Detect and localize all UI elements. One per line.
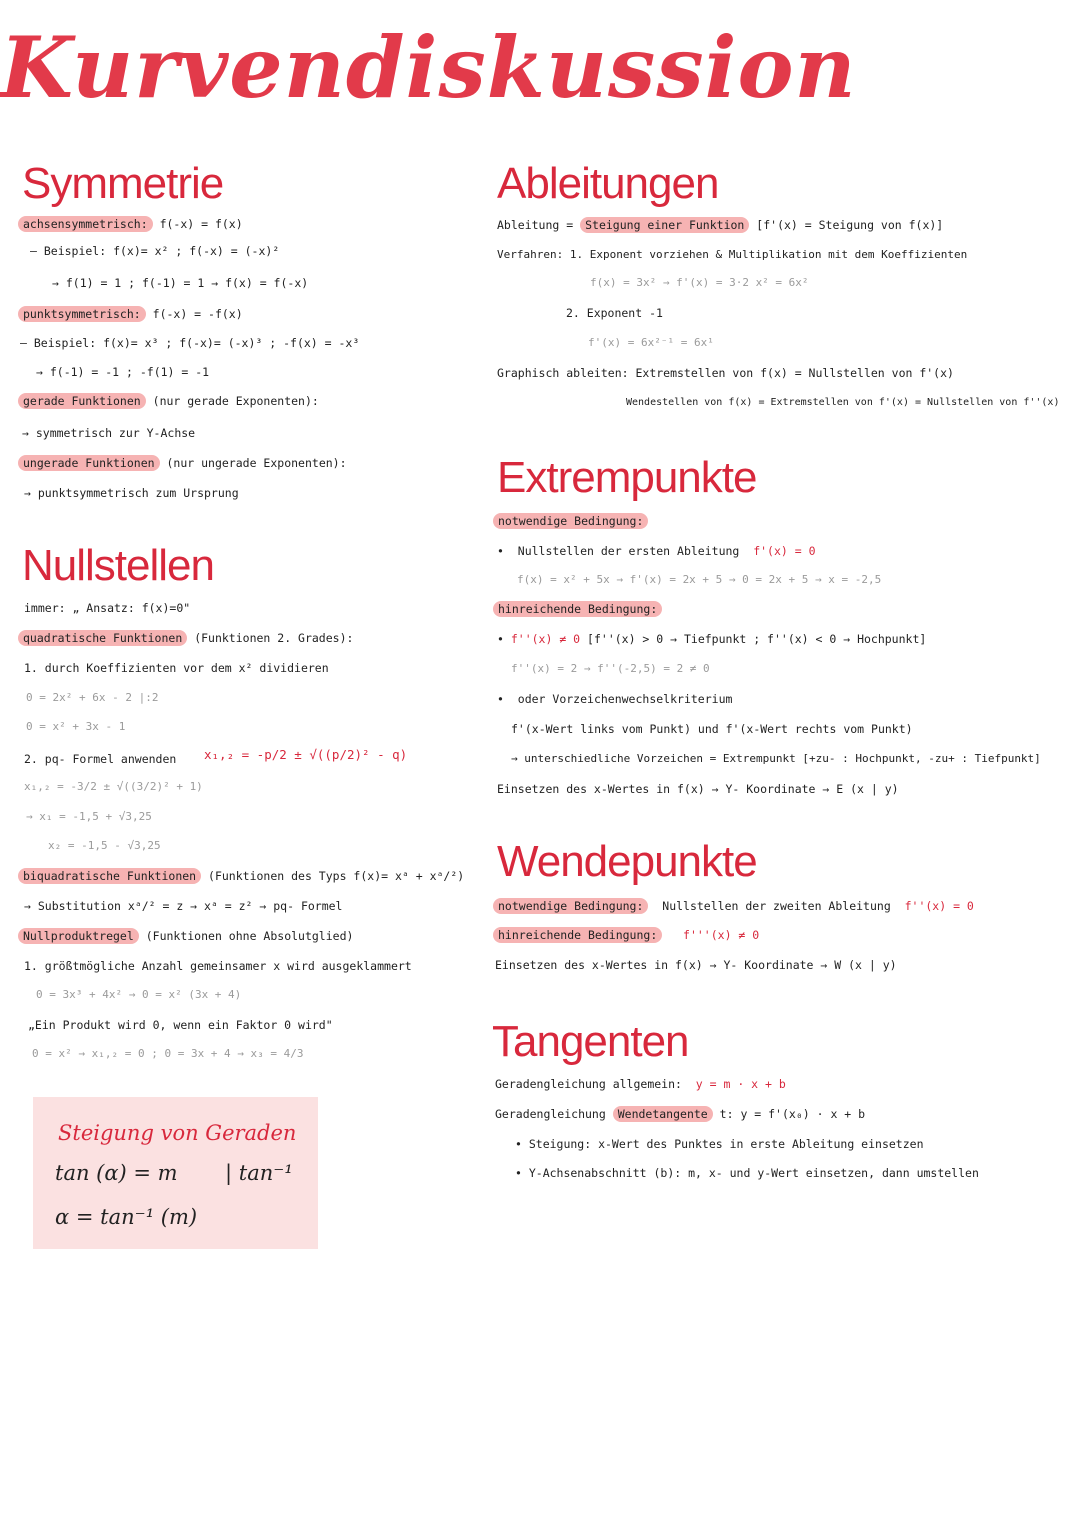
tangenten-line-3: • Steigung: x-Wert des Punktes in erste Ableitung einsetzen (515, 1137, 924, 1151)
symmetrie-line-2: — Beispiel: f(x)= x² ; f(-x) = (-x)² (30, 244, 280, 258)
text: Geradengleichung (495, 1107, 606, 1121)
symmetrie-line-5: — Beispiel: f(x)= x³ ; f(-x)= (-x)³ ; -f(x) = -x³ (20, 336, 360, 350)
symmetrie-line-1 (18, 216, 243, 232)
term-ungerade-funktionen: ungerade Funktionen (18, 455, 160, 471)
text: t: y = f'(x₀) · x + b (719, 1107, 866, 1121)
heading-wendepunkte: Wendepunkte (497, 837, 757, 886)
term-notwendige-bedingung: notwendige Bedingung: (493, 513, 648, 529)
example-line: f'(x) = 6x²⁻¹ = 6x¹ (588, 336, 714, 349)
example-line: → x₁ = -1,5 + √3,25 (26, 810, 152, 823)
text: (nur gerade Exponenten): (152, 394, 319, 408)
extrempunkte-line-1: • Nullstellen der ersten Ableitung f'(x) = 0 (497, 544, 816, 558)
formula: f''(x) ≠ 0 (510, 632, 581, 646)
text: Geradengleichung allgemein: (495, 1077, 682, 1091)
symmetrie-line-7 (18, 393, 319, 409)
example-line: 0 = x² + 3x - 1 (26, 720, 126, 733)
symmetrie-line-8: → symmetrisch zur Y-Achse (22, 426, 196, 440)
steigung-box-title: Steigung von Geraden (58, 1121, 297, 1145)
page-title: Kurvendiskussion (0, 18, 857, 117)
extrempunkte-line-5: → unterschiedliche Vorzeichen = Extrempunkt [+zu- : Hochpunkt, -zu+ : Tiefpunkt] (511, 752, 1041, 765)
text: oder Vorzeichenwechselkriterium (517, 692, 733, 706)
nullstellen-line-7 (18, 928, 353, 944)
text: (Funktionen ohne Absolutglied) (145, 929, 354, 943)
extrempunkte-line-4: f'(x-Wert links vom Punkt) und f'(x-Wert rechts vom Punkt) (511, 722, 913, 736)
example-line: f(x) = x² + 5x → f'(x) = 2x + 5 → 0 = 2x + 5 → x = -2,5 (517, 573, 882, 586)
wendepunkte-line-1 (493, 898, 974, 914)
term-achsensymmetrisch: achsensymmetrisch: (18, 216, 153, 232)
heading-symmetrie: Symmetrie (22, 159, 224, 208)
pq-formula: x₁,₂ = -p/2 ± √((p/2)² - q) (204, 747, 408, 762)
ableitungen-line-2: Verfahren: 1. Exponent vorziehen & Multiplikation mit dem Koeffizienten (497, 248, 968, 261)
nullstellen-line-5 (18, 868, 464, 884)
term-wendetangente: Wendetangente (613, 1106, 713, 1122)
text: (nur ungerade Exponenten): (166, 456, 347, 470)
heading-extrempunkte: Extrempunkte (497, 453, 757, 502)
symmetrie-line-3: → f(1) = 1 ; f(-1) = 1 → f(x) = f(-x) (52, 276, 309, 290)
ableitungen-line-4: Graphisch ableiten: Extremstellen von f(x) = Nullstellen von f'(x) (497, 366, 954, 380)
example-line: f(x) = 3x² → f'(x) = 3·2 x² = 6x² (590, 276, 809, 289)
extrempunkte-line-6: Einsetzen des x-Wertes in f(x) → Y- Koordinate → E (x | y) (497, 782, 899, 796)
text: (Funktionen 2. Grades): (194, 631, 354, 645)
text: Nullstellen der ersten Ableitung (517, 544, 740, 558)
symmetrie-line-9 (18, 455, 347, 471)
wendepunkte-line-3: Einsetzen des x-Wertes in f(x) → Y- Koordinate → W (x | y) (495, 958, 897, 972)
steigung-box-line-1b: | tan⁻¹ (225, 1161, 293, 1185)
tangenten-line-4: • Y-Achsenabschnitt (b): m, x- und y-Wert einsetzen, dann umstellen (515, 1166, 979, 1180)
tangenten-line-1 (495, 1076, 786, 1092)
nullstellen-line-1: immer: „ Ansatz: f(x)=0" (24, 601, 191, 615)
symmetrie-line-4 (18, 306, 243, 322)
term-gerade-funktionen: gerade Funktionen (18, 393, 146, 409)
nullstellen-line-6: → Substitution xᵃ/² = z → xᵃ = z² → pq- Formel (24, 899, 343, 913)
text: (Funktionen des Typs f(x)= xᵃ + xᵃ/²) (208, 869, 465, 883)
extrempunkte-line-2: • f''(x) ≠ 0 [f''(x) > 0 → Tiefpunkt ; f''(x) < 0 → Hochpunkt] (497, 632, 927, 646)
term-biquadratische-funktionen: biquadratische Funktionen (18, 868, 201, 884)
extrempunkte-line-3: • oder Vorzeichenwechselkriterium (497, 692, 733, 706)
steigung-box-line-1: tan (α) = m (55, 1161, 178, 1185)
term-hinreichende-bedingung: hinreichende Bedingung: (493, 601, 662, 617)
wendepunkte-line-2 (493, 927, 759, 943)
ableitungen-line-5: Wendestellen von f(x) = Extremstellen von f'(x) = Nullstellen von f''(x) (626, 397, 1060, 408)
example-line: 0 = 3x³ + 4x² → 0 = x² (3x + 4) (36, 988, 242, 1001)
text: [f''(x) > 0 → Tiefpunkt ; f''(x) < 0 → Hochpunkt] (587, 632, 927, 646)
text: f(-x) = f(x) (159, 217, 243, 231)
example-line: x₁,₂ = -3/2 ± √((3/2)² + 1) (24, 780, 203, 793)
formula: f'(x) = 0 (753, 544, 816, 558)
nullstellen-line-4: 2. pq- Formel anwenden (24, 752, 177, 766)
nullstellen-line-8: 1. größtmögliche Anzahl gemeinsamer x wird ausgeklammert (24, 959, 412, 973)
term-nullproduktregel: Nullproduktregel (18, 928, 139, 944)
ableitungen-line-1 (497, 217, 943, 233)
term-punktsymmetrisch: punktsymmetrisch: (18, 306, 146, 322)
nullstellen-line-9: „Ein Produkt wird 0, wenn ein Faktor 0 wird" (28, 1018, 333, 1032)
text: Ableitung = (497, 218, 574, 232)
nullstellen-line-3: 1. durch Koeffizienten vor dem x² dividieren (24, 661, 329, 675)
heading-tangenten: Tangenten (492, 1017, 689, 1066)
example-line: x₂ = -1,5 - √3,25 (48, 839, 161, 852)
example-line: 0 = 2x² + 6x - 2 |:2 (26, 691, 159, 704)
heading-ableitungen: Ableitungen (497, 159, 719, 208)
term-steigung-einer-funktion: Steigung einer Funktion (580, 217, 749, 233)
formula: f'''(x) ≠ 0 (683, 928, 760, 942)
ableitungen-line-3: 2. Exponent -1 (566, 306, 663, 320)
nullstellen-line-2 (18, 630, 353, 646)
extrempunkte-notwendig (493, 513, 648, 529)
example-line: f''(x) = 2 → f''(-2,5) = 2 ≠ 0 (511, 662, 710, 675)
text: Nullstellen der zweiten Ableitung (662, 899, 891, 913)
heading-nullstellen: Nullstellen (22, 541, 214, 590)
symmetrie-line-6: → f(-1) = -1 ; -f(1) = -1 (36, 365, 210, 379)
example-line: 0 = x² → x₁,₂ = 0 ; 0 = 3x + 4 → x₃ = 4/3 (32, 1047, 304, 1060)
text: [f'(x) = Steigung von f(x)] (756, 218, 944, 232)
term-notwendige-bedingung: notwendige Bedingung: (493, 898, 648, 914)
text: f(-x) = -f(x) (152, 307, 243, 321)
term-hinreichende-bedingung: hinreichende Bedingung: (493, 927, 662, 943)
tangenten-line-2 (495, 1106, 865, 1122)
formula: y = m · x + b (695, 1077, 786, 1091)
symmetrie-line-10: → punktsymmetrisch zum Ursprung (24, 486, 239, 500)
extrempunkte-hinreichend (493, 601, 662, 617)
term-quadratische-funktionen: quadratische Funktionen (18, 630, 187, 646)
formula: f''(x) = 0 (904, 899, 974, 913)
steigung-box-line-2: α = tan⁻¹ (m) (55, 1205, 198, 1229)
